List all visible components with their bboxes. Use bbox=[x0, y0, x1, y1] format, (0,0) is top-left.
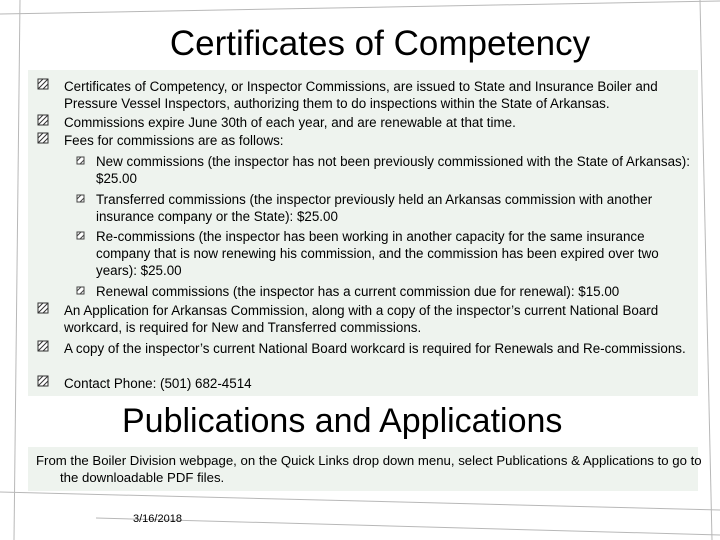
hatched-square-bullet-icon bbox=[36, 374, 50, 388]
hatched-square-bullet-icon bbox=[36, 113, 50, 127]
bullet-text: Fees for commissions are as follows: bbox=[64, 133, 284, 148]
small-hatched-bullet-icon bbox=[76, 231, 85, 240]
bullet-text: Contact Phone: (501) 682-4514 bbox=[64, 376, 252, 391]
fee-item: New commissions (the inspector has not been previously commissioned with the State of Arkansas): $25.00 bbox=[96, 154, 690, 187]
fee-item: Re-commissions (the inspector has been working in another capacity for the same insurance company that is now renewing his commission, and the commission has been expired over two years): $25.00 bbox=[96, 229, 659, 279]
publications-text: From the Boiler Division webpage, on the Quick Links drop down menu, select Publications & Applications to go to the downloadable PDF files. bbox=[36, 453, 702, 485]
hatched-square-bullet-icon bbox=[36, 77, 50, 91]
bullet-text: A copy of the inspector’s current National Board workcard is required for Renewals and Re-commissions. bbox=[64, 341, 686, 356]
footer-date: 3/16/2018 bbox=[133, 513, 182, 525]
slide-title: Certificates of Competency bbox=[169, 24, 591, 63]
bullet-text: Commissions expire June 30th of each year, and are renewable at that time. bbox=[64, 115, 516, 130]
small-hatched-bullet-icon bbox=[76, 194, 85, 203]
hatched-square-bullet-icon bbox=[36, 131, 50, 145]
hatched-square-bullet-icon bbox=[36, 339, 50, 353]
publications-title: Publications and Applications bbox=[122, 400, 592, 442]
fee-item: Transferred commissions (the inspector previously held an Arkansas commission with another insurance company or the State): $25.00 bbox=[96, 192, 653, 225]
hatched-square-bullet-icon bbox=[36, 301, 50, 315]
small-hatched-bullet-icon bbox=[76, 286, 85, 295]
bullet-text: An Application for Arkansas Commission, along with a copy of the inspector’s current National Board workcard, is required for New and Transferred commissions. bbox=[64, 303, 659, 336]
fee-item: Renewal commissions (the inspector has a current commission due for renewal): $15.00 bbox=[96, 284, 620, 299]
small-hatched-bullet-icon bbox=[76, 156, 85, 165]
bullet-text: Certificates of Competency, or Inspector Commissions, are issued to State and Insurance Boiler and Pressure Vessel Inspectors, authorizing them to do inspections within the State of Arkansas. bbox=[64, 79, 658, 112]
